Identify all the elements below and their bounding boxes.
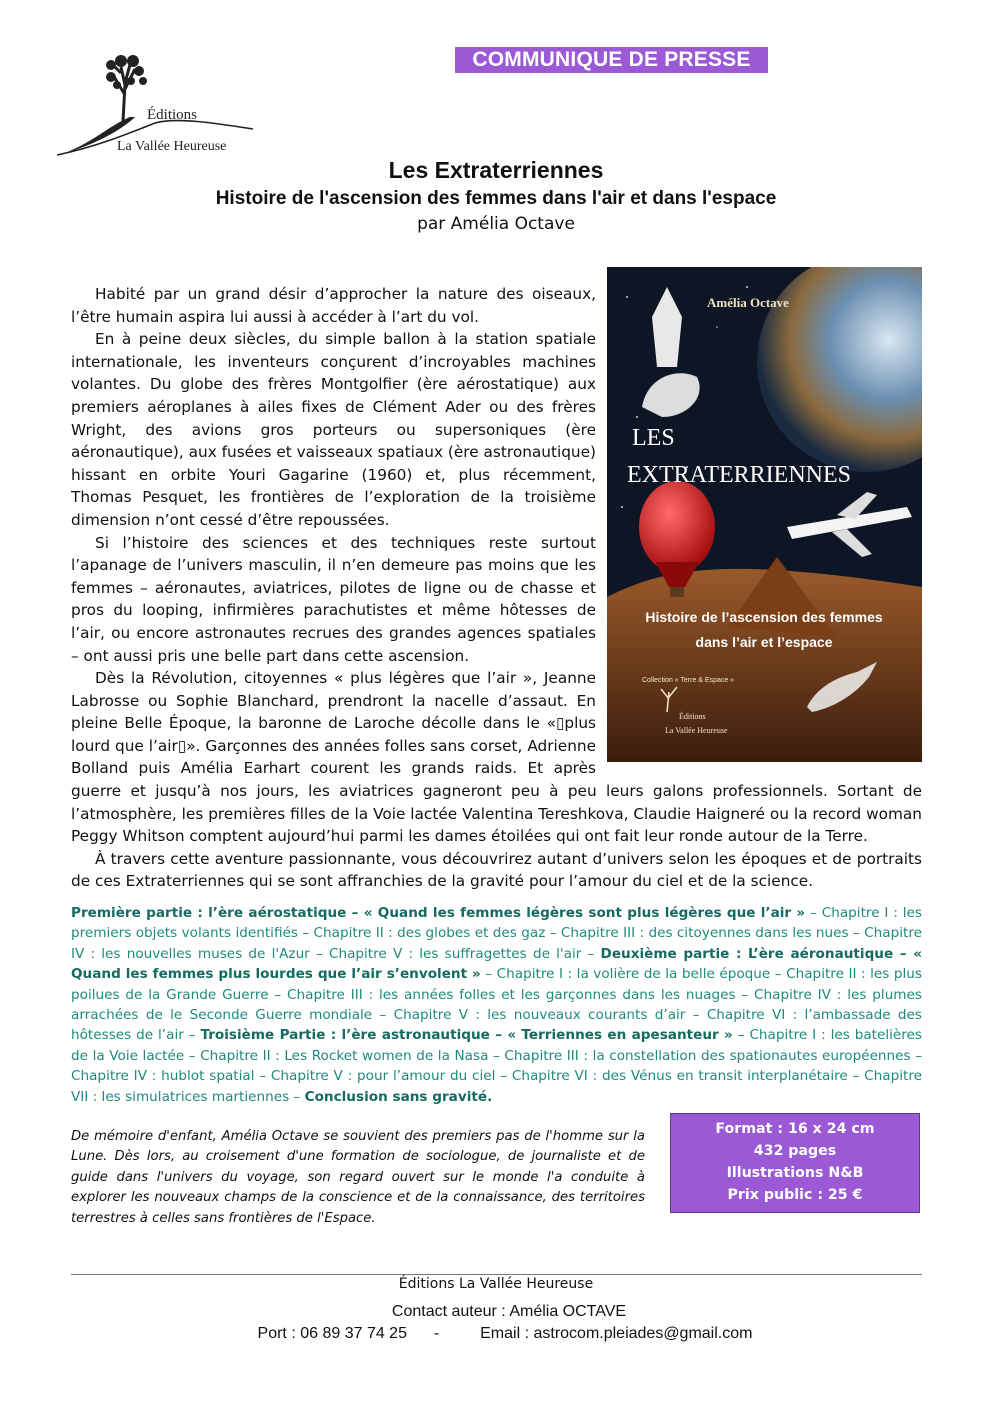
book-byline: par Amélia Octave xyxy=(417,214,575,234)
body-paragraph: À travers cette aventure passionnante, vous découvrirez autant d’univers selon les époques et de portraits de ces Extraterriennes qui se sont affranchies de la gravité pour l’amour du ciel et de la science. xyxy=(71,849,922,891)
cover-publisher-line1: Éditions xyxy=(679,712,706,721)
cover-subtitle-line1: Histoire de l’ascension des femmes xyxy=(645,609,883,625)
cover-collection: Collection « Terre & Espace » xyxy=(642,677,735,684)
table-of-contents xyxy=(71,903,922,1107)
cover-publisher-line2: La Vallée Heureuse xyxy=(665,726,728,735)
footer-contact: Contact auteur : Amélia OCTAVE xyxy=(391,1303,627,1320)
toc-part2-title: Deuxième partie : L’ère aéronautique – « Quand les femmes plus lourdes que l’air s’envolent » xyxy=(71,945,922,983)
body-text xyxy=(71,283,922,893)
cover-author: Amélia Octave xyxy=(707,295,789,310)
info-price: Prix public : 25 € xyxy=(727,1187,863,1203)
info-format: Format : 16 x 24 cm xyxy=(715,1121,875,1137)
toc-conclusion: Conclusion sans gravité. xyxy=(304,1088,493,1105)
cover-title-line2: EXTRATERRIENNES xyxy=(627,462,851,488)
body-paragraph: Habité par un grand désir d’approcher la nature des oiseaux, l’être humain aspira lui aussi à accéder à l’art du vol. xyxy=(71,285,596,326)
footer-phone: Port : 06 89 37 74 25 xyxy=(257,1325,407,1342)
author-bio: De mémoire d'enfant, Amélia Octave se souvient des premiers pas de l'homme sur la Lune. Dès lors, au croisement d'une formation de sociologue, de journaliste et de guide dans l'univers du voyage, son regard ouvert sur le monde l'a conduite à explorer les nouveaux champs de la conscience et de la connaissance, des territoires terrestres à celles sans frontières de l'Espace. xyxy=(71,1129,645,1226)
toc-part3-chapters: – Chapitre I : les batelières de la Voie lactée – Chapitre II : Les Rocket women de la Nasa – Chapitre III : la constellation des spationautes européennes – Chapitre IV : hublot spatial – Chapitre V : pour l’amour du ciel – Chapitre VI : des Vénus en transit interplanétaire – Chapitre VII : les simulatrices martiennes – xyxy=(71,1027,922,1105)
info-illustrations: Illustrations N&B xyxy=(726,1165,864,1181)
body-paragraph: Dès la Révolution, citoyennes « plus légères que l’air », Jeanne Labrosse ou Sophie Blanchard, prendront la nacelle d’assaut. En pleine Belle Époque, la baronne de Laroche décolle dans le «▯plus lourd que l’air▯». Garçonnes des années folles sans corset, Adrienne Bolland puis Amélia Earhart courent les grands raids. Et après guerre et jusqu’à nos jours, les aviatrices gagneront peu à peu leurs galons professionnels. Sortant de l’atmosphère, les premières filles de la Voie lactée Valentina Tereshkova, Claudie Haigneré ou la record woman Peggy Whitson comptent aujourd’hui parmi les dames étoilées qui ont fait leur ronde autour de la Terre. xyxy=(71,669,922,846)
cover-subtitle-line2: dans l’air et l’espace xyxy=(695,634,833,650)
publisher-logo xyxy=(55,55,255,160)
toc-part1-title: Première partie : l’ère aérostatique – « Quand les femmes légères sont plus légères que l’air » xyxy=(71,905,806,921)
footer-email[interactable]: Email : astrocom.pleiades@gmail.com xyxy=(480,1325,753,1342)
toc-part1-chapters: – Chapitre I : les premiers objets volants identifiés – Chapitre II : des globes et des gaz – Chapitre III : des citoyennes dans les nues – Chapitre IV : les nouvelles muses de l'Azur – Chapitre V : les suffragettes de l'air – xyxy=(71,905,922,962)
toc-part3-title: Troisième Partie : l’ère astronautique – « Terriennes en apesanteur » xyxy=(200,1027,733,1044)
book-subtitle: Histoire de l'ascension des femmes dans l'air et dans l'espace xyxy=(215,188,777,209)
footer-divider xyxy=(71,1274,922,1275)
book-title: Les Extraterriennes xyxy=(388,157,604,183)
footer-separator: - xyxy=(433,1325,440,1342)
body-paragraph: Si l’histoire des sciences et des techniques reste surtout l’apanage de l’univers masculin, il n’en demeure pas moins que les femmes – aéronautes, aviatrices, pilotes de ligne ou de chasse et pros du looping, infirmières parachutistes et même hôtesses de l’air, ou encore astronautes recrues des grandes agences spatiales – ont aussi pris une belle part dans cette ascension. xyxy=(71,533,596,665)
cover-title-line1: LES xyxy=(632,425,675,451)
book-info-box xyxy=(670,1113,920,1213)
body-paragraph: En à peine deux siècles, du simple ballon à la station spatiale internationale, les inventeurs conçurent d’incroyables machines volantes. Du globe des frères Montgolfier (ère aérostatique) aux premiers aéroplanes à ailes fixes de Clément Ader ou des frères Wright, des avions gros porteurs ou supersoniques (ère aéronautique), aux fusées et vaisseaux spatiaux (ère astronautique) hissant en orbite Youri Gagarine (1960) et, plus récemment, Thomas Pesquet, les frontières de l’exploration de la troisième dimension n’ont cessé d’être repoussées. xyxy=(71,330,596,529)
logo-line2: La Vallée Heureuse xyxy=(117,139,227,154)
press-release-badge: COMMUNIQUE DE PRESSE xyxy=(455,47,768,73)
footer-publisher: Éditions La Vallée Heureuse xyxy=(398,1276,594,1292)
footer-contact-line xyxy=(0,1325,992,1343)
toc-part2-chapters: – Chapitre I : la volière de la belle époque – Chapitre II : les plus poilues de la Grande Guerre – Chapitre III : les années folles et les garçonnes dans les nuages – Chapitre IV : les plumes arrachées de le Seconde Guerre mondiale – Chapitre V : les nouveaux courants d’air – Chapitre VI : l’ambassade des hôtesses de l’air – xyxy=(71,966,922,1044)
logo-line1: Éditions xyxy=(147,107,198,123)
info-pages: 432 pages xyxy=(753,1143,837,1159)
